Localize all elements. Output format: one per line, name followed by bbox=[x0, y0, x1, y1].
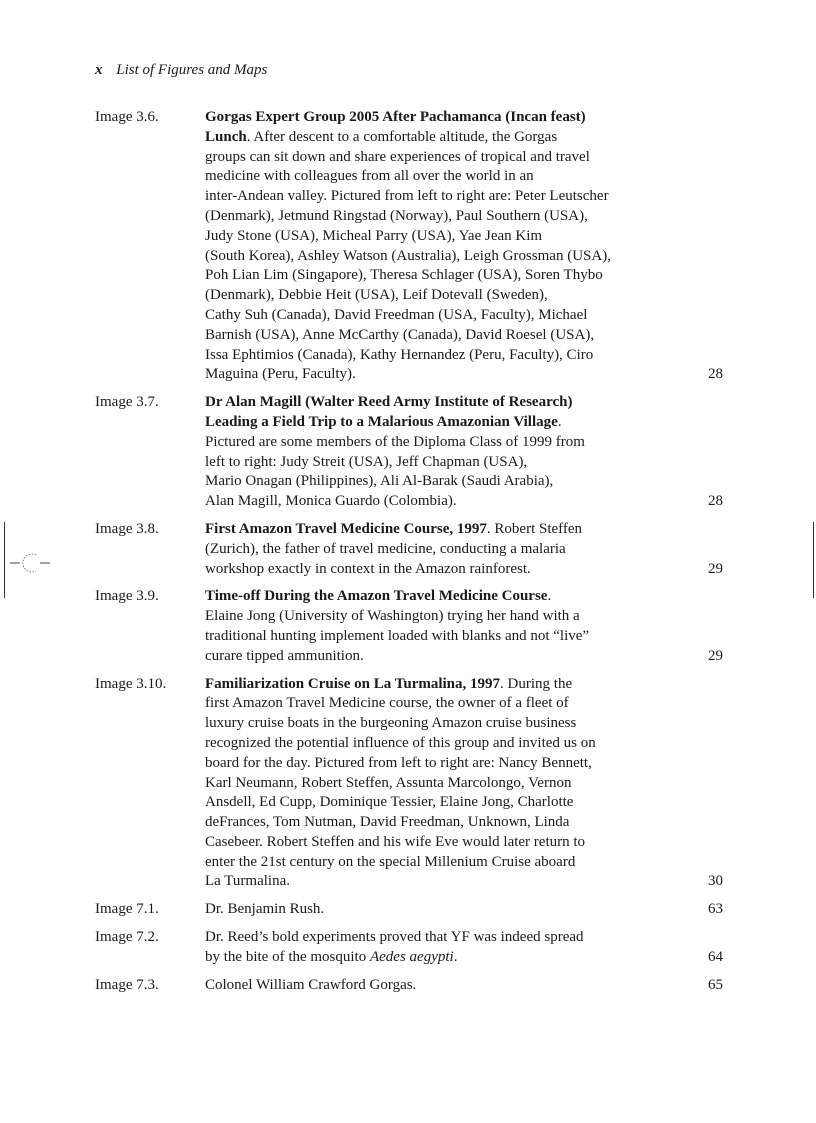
figure-label: Image 3.9. bbox=[95, 588, 159, 605]
figure-label: Image 3.6. bbox=[95, 109, 159, 125]
caption-text: Barnish (USA), Anne McCarthy (Canada), David Roesel (USA), bbox=[205, 326, 595, 343]
caption-text: Judy Stone (USA), Micheal Parry (USA), Yae Jean Kim bbox=[205, 227, 543, 244]
running-head-title: List of Figures and Maps bbox=[116, 62, 268, 78]
figure-entry bbox=[95, 587, 723, 666]
caption-text: Ansdell, Ed Cupp, Dominique Tessier, Elaine Jong, Charlotte bbox=[205, 794, 574, 811]
page-number: 63 bbox=[708, 901, 723, 918]
caption-text: by the bite of the mosquito bbox=[205, 948, 370, 965]
caption-line bbox=[205, 714, 675, 734]
caption-text: . Robert Steffen bbox=[486, 520, 583, 537]
caption-line bbox=[205, 754, 675, 774]
caption-text: inter-Andean valley. Pictured from left to right are: Peter Leutscher bbox=[205, 188, 609, 205]
page-number: 28 bbox=[708, 493, 723, 510]
figure-label: Image 3.10. bbox=[95, 675, 167, 692]
caption-title-text: Time-off During the Amazon Travel Medicine Course bbox=[205, 588, 548, 605]
caption-line bbox=[205, 647, 675, 667]
caption-line bbox=[205, 306, 675, 326]
caption-text: Karl Neumann, Robert Steffen, Assunta Marcolongo, Vernon bbox=[205, 774, 572, 791]
figure-entry bbox=[95, 393, 723, 512]
caption-line bbox=[205, 148, 675, 168]
figure-entry bbox=[95, 108, 723, 385]
caption-line bbox=[205, 774, 675, 794]
page-number: 30 bbox=[708, 873, 723, 890]
caption-text: Poh Lian Lim (Singapore), Theresa Schlager (USA), Soren Thybo bbox=[205, 267, 603, 284]
caption-text: groups can sit down and share experiences of tropical and travel bbox=[205, 148, 590, 165]
caption-line bbox=[205, 286, 675, 306]
caption-text: recognized the potential influence of this group and invited us on bbox=[205, 734, 596, 751]
caption-text: (Denmark), Debbie Heit (USA), Leif Dotevall (Sweden), bbox=[205, 287, 548, 304]
caption-line bbox=[205, 976, 675, 996]
figure-list bbox=[95, 108, 723, 1003]
caption-text: enter the 21st century on the special Millenium Cruise aboard bbox=[205, 853, 576, 870]
caption-line bbox=[205, 207, 675, 227]
caption-text: Colonel William Crawford Gorgas. bbox=[205, 976, 417, 993]
caption-title-text: Lunch bbox=[205, 128, 247, 145]
caption-text: left to right: Judy Streit (USA), Jeff Chapman (USA), bbox=[205, 453, 528, 470]
running-head bbox=[95, 62, 267, 79]
figure-label: Image 7.2. bbox=[95, 929, 159, 946]
caption-line bbox=[205, 187, 675, 207]
registration-mark-icon bbox=[8, 550, 52, 580]
caption-title-text: First Amazon Travel Medicine Course, 1997 bbox=[205, 520, 487, 537]
page-number: 65 bbox=[708, 976, 723, 993]
caption-line bbox=[205, 520, 675, 540]
caption-line bbox=[205, 108, 675, 128]
figure-entry bbox=[95, 928, 723, 968]
figure-caption bbox=[205, 928, 675, 968]
caption-line bbox=[205, 413, 675, 433]
caption-text: Dr. Reed’s bold experiments proved that YF was indeed spread bbox=[205, 929, 584, 946]
caption-text: Maguina (Peru, Faculty). bbox=[205, 366, 356, 383]
page-number: 28 bbox=[708, 366, 723, 383]
figure-label: Image 7.3. bbox=[95, 976, 159, 993]
caption-text: workshop exactly in context in the Amazon rainforest. bbox=[205, 560, 531, 577]
figure-caption bbox=[205, 520, 675, 579]
caption-line bbox=[205, 872, 675, 892]
caption-text: . After descent to a comfortable altitude, the Gorgas bbox=[246, 128, 558, 145]
page-number: 29 bbox=[708, 647, 723, 664]
caption-text: luxury cruise boats in the burgeoning Amazon cruise business bbox=[205, 715, 577, 732]
caption-text: Pictured are some members of the Diploma Class of 1999 from bbox=[205, 433, 585, 450]
caption-title-text: Gorgas Expert Group 2005 After Pachamanca (Incan feast) bbox=[205, 109, 586, 125]
caption-text: (South Korea), Ashley Watson (Australia), Leigh Grossman (USA), bbox=[205, 247, 611, 264]
caption-text: . bbox=[547, 588, 552, 605]
crop-mark-left bbox=[4, 522, 5, 598]
caption-text: curare tipped ammunition. bbox=[205, 647, 364, 664]
crop-mark-right bbox=[813, 522, 814, 598]
caption-line bbox=[205, 365, 675, 385]
caption-line bbox=[205, 453, 675, 473]
caption-line bbox=[205, 540, 675, 560]
figure-entry bbox=[95, 675, 723, 893]
caption-text: . bbox=[453, 948, 458, 965]
caption-text: Elaine Jong (University of Washington) trying her hand with a bbox=[205, 608, 580, 625]
page-number: 29 bbox=[708, 560, 723, 577]
caption-line bbox=[205, 833, 675, 853]
caption-line bbox=[205, 813, 675, 833]
caption-line bbox=[205, 393, 675, 413]
caption-line bbox=[205, 227, 675, 247]
figure-label: Image 3.7. bbox=[95, 394, 159, 411]
caption-text: (Zurich), the father of travel medicine, conducting a malaria bbox=[205, 540, 566, 557]
caption-line bbox=[205, 346, 675, 366]
caption-line bbox=[205, 734, 675, 754]
caption-text: traditional hunting implement loaded with blanks and not “live” bbox=[205, 627, 590, 644]
caption-text: La Turmalina. bbox=[205, 873, 290, 890]
figure-caption bbox=[205, 900, 675, 920]
caption-line bbox=[205, 128, 675, 148]
caption-line bbox=[205, 587, 675, 607]
figure-caption bbox=[205, 587, 675, 666]
figure-caption bbox=[205, 393, 675, 512]
figure-entry bbox=[95, 900, 723, 920]
caption-text: Issa Ephtimios (Canada), Kathy Hernandez (Peru, Faculty), Ciro bbox=[205, 346, 594, 363]
caption-title-text: Leading a Field Trip to a Malarious Amazonian Village bbox=[205, 413, 558, 430]
page-folio: x bbox=[95, 62, 103, 78]
caption-line bbox=[205, 492, 675, 512]
caption-text: . bbox=[557, 413, 562, 430]
caption-text: (Denmark), Jetmund Ringstad (Norway), Paul Southern (USA), bbox=[205, 207, 588, 224]
caption-text: Cathy Suh (Canada), David Freedman (USA, Faculty), Michael bbox=[205, 306, 588, 323]
caption-text: board for the day. Pictured from left to right are: Nancy Bennett, bbox=[205, 754, 592, 771]
figure-entry bbox=[95, 976, 723, 996]
caption-line bbox=[205, 627, 675, 647]
caption-title-text: Dr Alan Magill (Walter Reed Army Institute of Research) bbox=[205, 394, 573, 411]
figure-label: Image 7.1. bbox=[95, 901, 159, 918]
caption-line bbox=[205, 675, 675, 695]
caption-italic-text: Aedes aegypti bbox=[369, 948, 454, 965]
caption-text: Casebeer. Robert Steffen and his wife Eve would later return to bbox=[205, 833, 586, 850]
caption-line bbox=[205, 948, 675, 968]
caption-line bbox=[205, 247, 675, 267]
caption-text: Dr. Benjamin Rush. bbox=[205, 901, 325, 918]
caption-text: Mario Onagan (Philippines), Ali Al-Barak (Saudi Arabia), bbox=[205, 473, 554, 490]
caption-line bbox=[205, 793, 675, 813]
figure-caption bbox=[205, 976, 675, 996]
caption-text: first Amazon Travel Medicine course, the owner of a fleet of bbox=[205, 695, 569, 712]
caption-text: deFrances, Tom Nutman, David Freedman, Unknown, Linda bbox=[205, 814, 570, 831]
caption-text: . During the bbox=[500, 675, 573, 692]
figure-caption bbox=[205, 108, 675, 385]
page-number: 64 bbox=[708, 948, 723, 965]
caption-title-text: Familiarization Cruise on La Turmalina, 1997 bbox=[205, 675, 501, 692]
caption-line bbox=[205, 900, 675, 920]
caption-text: Alan Magill, Monica Guardo (Colombia). bbox=[205, 493, 457, 510]
figure-caption bbox=[205, 675, 675, 893]
caption-line bbox=[205, 607, 675, 627]
caption-line bbox=[205, 694, 675, 714]
figure-entry bbox=[95, 520, 723, 579]
caption-line bbox=[205, 853, 675, 873]
caption-line bbox=[205, 433, 675, 453]
caption-line bbox=[205, 928, 675, 948]
caption-line bbox=[205, 266, 675, 286]
caption-text: medicine with colleagues from all over the world in an bbox=[205, 168, 534, 185]
caption-line bbox=[205, 326, 675, 346]
figure-label: Image 3.8. bbox=[95, 520, 159, 537]
caption-line bbox=[205, 560, 675, 580]
caption-line bbox=[205, 472, 675, 492]
caption-line bbox=[205, 167, 675, 187]
